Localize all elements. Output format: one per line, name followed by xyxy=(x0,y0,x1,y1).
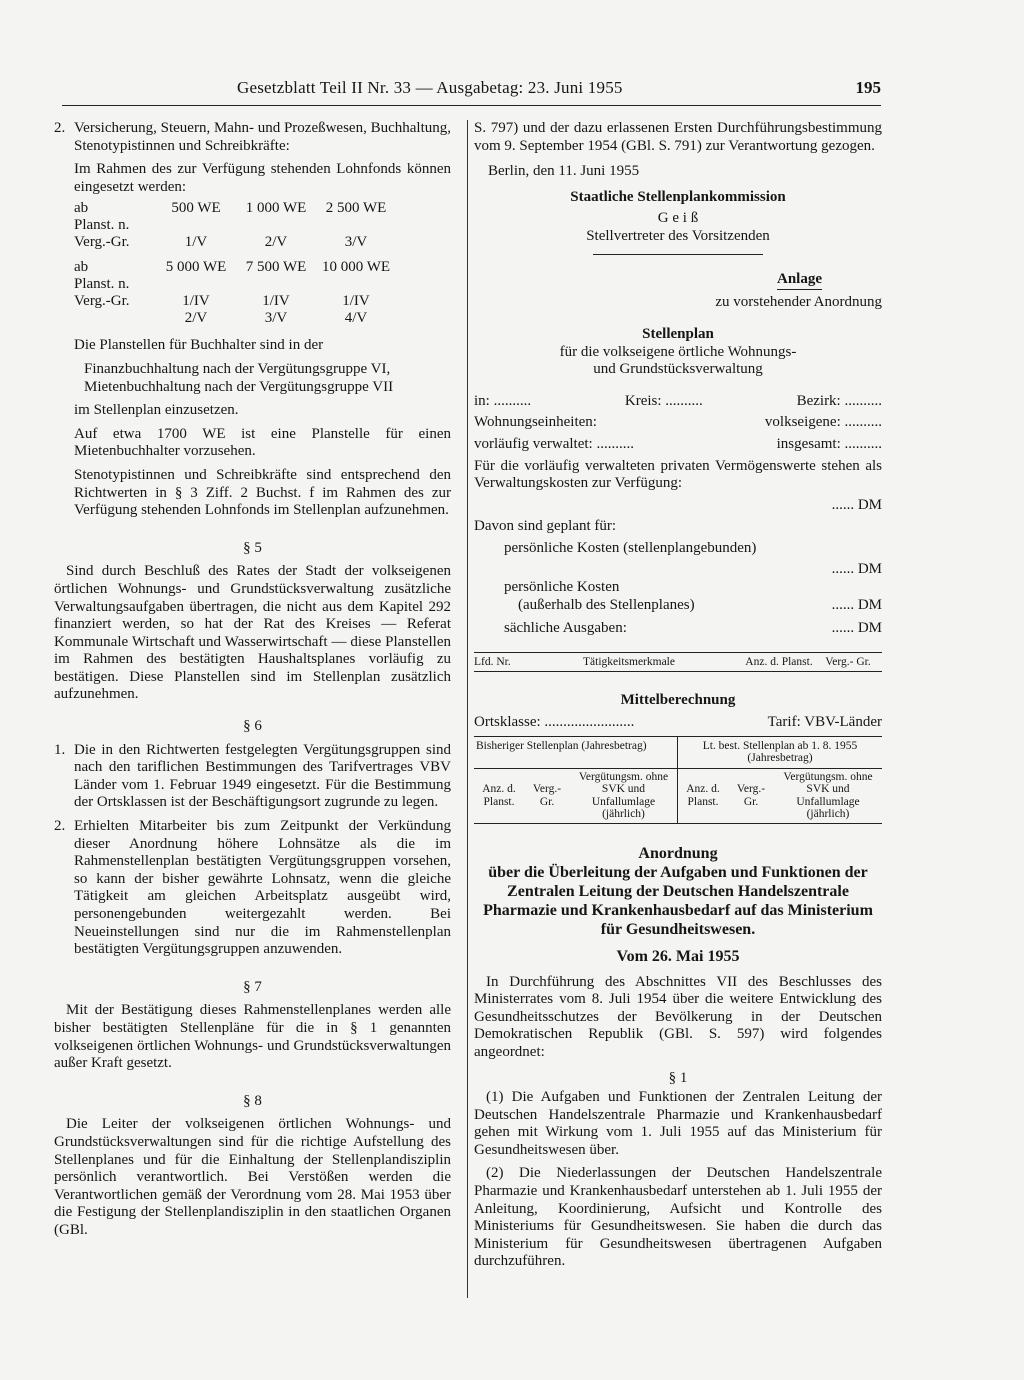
table-cell xyxy=(74,310,156,327)
column-header: Lfd. Nr. xyxy=(474,655,511,668)
place-date: Berlin, den 11. Juni 1955 xyxy=(488,163,640,180)
authority: Staatliche Stellenplankommission xyxy=(570,188,786,205)
item-number: 1. xyxy=(54,741,66,758)
paragraph: S. 797) und der dazu erlassenen Ersten Durchführungsbestimmung vom 9. September 1954 (GBl. S. 791) zur Verantwortung gezogen. xyxy=(474,120,882,154)
form-field: Ortsklasse: ........................ xyxy=(474,713,635,730)
item-number: 2. xyxy=(54,120,66,136)
form-row xyxy=(474,414,882,432)
form-field: volkseigene: .......... xyxy=(764,414,882,431)
table-cell: 2 500 WE xyxy=(325,200,387,217)
dm-row xyxy=(474,620,882,638)
form-field: Wohnungseinheiten: xyxy=(474,414,597,431)
cost-label: persönliche Kosten (stellenplangebunden) xyxy=(504,539,757,556)
paragraph: Die Leiter der volkseigenen örtlichen Wohnungs- und Grundstücksverwaltungen sind für die richtige Aufstellung des Stellenplanes und für die Einhaltung der Stellenplandisziplin persönlich verantwortlich. Bei Verstößen werden die Verantwortlichen gemäß der Verordnung vom 28. Mai 1953 über die Festigung der Stellenplandisziplin in den staatlichen Organen (GBl. xyxy=(54,1116,451,1238)
table-cell: 1 000 WE xyxy=(245,200,307,217)
list-item xyxy=(54,742,451,812)
table-cell: 1/V xyxy=(184,234,208,251)
anordnung-title: Anordnung xyxy=(638,844,718,862)
table-cell: 1/IV xyxy=(262,293,290,310)
table-subheader xyxy=(474,768,882,824)
anlage-sub: zu vorstehender Anordnung xyxy=(715,294,882,311)
section-heading: § 8 xyxy=(243,1092,262,1109)
mittel-heading: Mittelberechnung xyxy=(620,692,736,709)
dm-value: ...... DM xyxy=(831,496,882,513)
form-field: Tarif: VBV-Länder xyxy=(767,713,882,730)
anordnung-date: Vom 26. Mai 1955 xyxy=(616,947,740,965)
stellenplan-heading: Stellenplan xyxy=(642,325,714,342)
table-cell: 3/V xyxy=(344,234,368,251)
list-item xyxy=(54,818,451,959)
table-cell: 2/V xyxy=(264,234,288,251)
column-header: Anz. d. Planst. xyxy=(482,783,516,808)
paragraph: Mit der Bestätigung dieses Rahmenstellenplanes werden alle bisher bestätigten Stellenpläne für die in § 1 genannten volkseigenen örtlichen Wohnungs- und Grundstücksverwaltungen außer Kraft gesetzt. xyxy=(54,1002,451,1072)
value-table-2 xyxy=(74,259,451,327)
header-title: Gesetzblatt Teil II Nr. 33 — Ausgabetag: 23. Juni 1955 xyxy=(237,78,623,97)
column-header: Verg.- Gr. xyxy=(532,783,562,808)
paragraph: Im Rahmen des zur Verfügung stehenden Lohnfonds können eingesetzt werden: xyxy=(74,161,451,195)
form-field: vorläufig verwaltet: .......... xyxy=(474,435,634,452)
table-cell: 5 000 WE xyxy=(165,259,227,276)
anlage-wrap xyxy=(474,271,822,291)
item-number: 2. xyxy=(54,818,66,835)
section-heading: § 6 xyxy=(243,718,262,735)
table-cell: 4/V xyxy=(344,310,368,327)
section-heading: § 5 xyxy=(243,539,262,556)
table-cell: ab xyxy=(74,259,89,276)
stellenplan-sub: für die volkseigene örtliche Wohnungs- xyxy=(559,343,797,360)
paragraph: Sind durch Beschluß des Rates der Stadt der volkseigenen örtlichen Wohnungs- und Grundstücksverwaltung zusätzliche Verwaltungsaufgaben übertragen, die nicht aus dem Kapitel 292 finanziert werden, so hat der Rat des Kreises — Referat Kommunale Wirtschaft und Wasserwirtschaft — diese Planstellen im Rahmen des bestätigten Haushaltsplanes vorläufig zu bestätigen. Diese Planstellen sind im Stellenplan zusätzlich aufzunehmen. xyxy=(54,563,451,703)
table-cell: Planst. n. xyxy=(74,217,130,234)
paragraph: In Durchführung des Abschnittes VII des Beschlusses des Ministerrates vom 8. Juli 1954 über die weitere Entwicklung des Gesundheitsschutzes der Bevölkerung in der Deutschen Demokratischen Republik (GBl. S. 597) wird folgendes angeordnet: xyxy=(474,973,882,1060)
table-cell xyxy=(156,217,236,234)
table-cell: 500 WE xyxy=(171,200,221,217)
table-cell: Planst. n. xyxy=(74,276,130,293)
section-heading: § 1 xyxy=(668,1069,688,1086)
davon: Davon sind geplant für: xyxy=(474,518,617,535)
anordnung-subtitle: über die Überleitung der Aufgaben und Funktionen der Zentralen Leitung der Deutschen Handelszentrale Pharmazie und Krankenhausbedarf auf das Ministerium für Gesundheitswesen. xyxy=(483,863,873,938)
column-header: Vergütungsm. ohne SVK und Unfallumlage (jährlich) xyxy=(570,769,678,823)
list-item xyxy=(54,120,451,155)
dm-row xyxy=(474,497,882,515)
column-header: Verg.- Gr. xyxy=(825,655,871,668)
divider xyxy=(593,254,763,255)
paragraph: (2) Die Niederlassungen der Deutschen Handelszentrale Pharmazie und Krankenhausbedarf unterstehen ab 1. Juli 1955 der Anleitung, Koordinierung, Aufsicht und Kontrolle des Ministeriums für Gesundheitswesen. Sie haben die durch das Ministerium für Gesundheitswesen übertragenen Aufgaben durchzuführen. xyxy=(474,1165,882,1270)
table-header xyxy=(474,652,882,673)
form-row xyxy=(474,393,882,411)
paragraph: im Stellenplan einzusetzen. xyxy=(74,402,239,419)
form-field: Bezirk: .......... xyxy=(796,392,882,409)
paragraph: Mietenbuchhaltung nach der Vergütungsgruppe VII xyxy=(84,378,394,395)
dm-row xyxy=(474,561,882,579)
cost-label: persönliche Kosten xyxy=(504,579,620,596)
paragraph: Die Planstellen für Buchhalter sind in der xyxy=(74,337,324,354)
form-field: insgesamt: .......... xyxy=(776,435,882,452)
form-field: Kreis: .......... xyxy=(624,392,703,409)
anlage-heading: Anlage xyxy=(777,271,822,291)
table-cell xyxy=(316,276,396,293)
column-header: Anz. d. Planst. xyxy=(745,655,813,668)
table-cell: 1/IV xyxy=(342,293,370,310)
form-row xyxy=(474,436,882,454)
paragraph: (1) Die Aufgaben und Funktionen der Zentralen Leitung der Deutschen Handelszentrale Pharmazie und Krankenhausbedarf gehen mit Wirkung vom 1. Juli 1955 auf das Ministerium für Gesundheitswesen über. xyxy=(474,1089,882,1158)
dm-value: ...... DM xyxy=(831,596,882,613)
paragraph: Finanzbuchhaltung nach der Vergütungsgruppe VI, xyxy=(84,360,391,377)
table-cell: 7 500 WE xyxy=(245,259,307,276)
item-text: Die in den Richtwerten festgelegten Vergütungsgruppen sind nach den tariflichen Bestimmungen des Tarifvertrages VBV Länder vom 1. Februar 1949 eingesetzt. Für die Bestimmung der Ortsklassen ist der Beschäftigungsort zugrunde zu legen. xyxy=(74,741,451,811)
table-cell xyxy=(236,217,316,234)
table-cell xyxy=(156,276,236,293)
table-header xyxy=(474,736,882,768)
table-cell: Verg.-Gr. xyxy=(74,293,130,310)
column-header: Lt. best. Stellenplan ab 1. 8. 1955 (Jahresbetrag) xyxy=(702,739,858,765)
signer-role: Stellvertreter des Vorsitzenden xyxy=(586,227,770,244)
paragraph: Auf etwa 1700 WE ist eine Planstelle für einen Mietenbuchhalter vorzusehen. xyxy=(74,425,451,460)
dm-row xyxy=(474,597,882,615)
paragraph: Stenotypistinnen und Schreibkräfte sind entsprechend den Richtwerten in § 3 Ziff. 2 Buchst. f im Rahmen des zur Verfügung stehenden Lohnfonds im Stellenplan aufzunehmen. xyxy=(74,466,451,519)
table-cell: ab xyxy=(74,200,89,217)
table-cell: 2/V xyxy=(184,310,208,327)
table-cell: 1/IV xyxy=(182,293,210,310)
right-column xyxy=(474,120,882,1271)
page-header xyxy=(62,76,881,106)
column-header: Tätigkeitsmerkmale xyxy=(583,655,675,668)
paragraph: Für die vorläufig verwalteten privaten Vermögenswerte stehen als Verwaltungskosten zur Verfügung: xyxy=(474,457,882,492)
table-cell xyxy=(236,276,316,293)
table-cell: Verg.-Gr. xyxy=(74,234,130,251)
column-header: Vergütungsm. ohne SVK und Unfallumlage (jährlich) xyxy=(783,770,873,821)
page-number: 195 xyxy=(855,78,881,97)
form-field: in: .......... xyxy=(474,392,532,409)
dm-value: ...... DM xyxy=(831,620,882,637)
form-row xyxy=(474,714,882,732)
section-heading: § 7 xyxy=(243,978,262,995)
dm-value: ...... DM xyxy=(831,561,882,578)
table-cell xyxy=(316,217,396,234)
stellenplan-sub: und Grundstücksverwaltung xyxy=(593,361,763,378)
column-header: Bisheriger Stellenplan (Jahresbetrag) xyxy=(474,737,678,768)
item-text: Versicherung, Steuern, Mahn- und Prozeßwesen, Buchhaltung, Stenotypistinnen und Schreibkräfte: xyxy=(74,120,451,154)
column-header: Anz. d. Planst. xyxy=(686,783,720,808)
table-cell: 3/V xyxy=(264,310,288,327)
left-column xyxy=(54,120,451,1240)
column-header: Verg.- Gr. xyxy=(736,783,766,808)
column-divider xyxy=(467,120,468,1298)
cost-label: (außerhalb des Stellenplanes) xyxy=(518,596,695,613)
cost-label: sächliche Ausgaben: xyxy=(504,620,627,637)
signer: G e i ß xyxy=(657,210,699,227)
item-text: Erhielten Mitarbeiter bis zum Zeitpunkt der Verkündung dieser Anordnung höhere Lohnsätze als die im Rahmenstellenplan bestätigten Vergütungsgruppen vorsehen, so kann der bisher gewährte Lohnsatz, wenn die gleiche Tätigkeit am gleichen Arbeitsplatz ausgeübt wird, personengebunden weitergezahlt werden. Bei Neueinstellungen sind nur die im Rahmenstellenplan bestätigten Vergütungsgruppen anzuwenden. xyxy=(74,818,451,958)
table-cell: 10 000 WE xyxy=(321,259,391,276)
value-table-1 xyxy=(74,200,451,251)
